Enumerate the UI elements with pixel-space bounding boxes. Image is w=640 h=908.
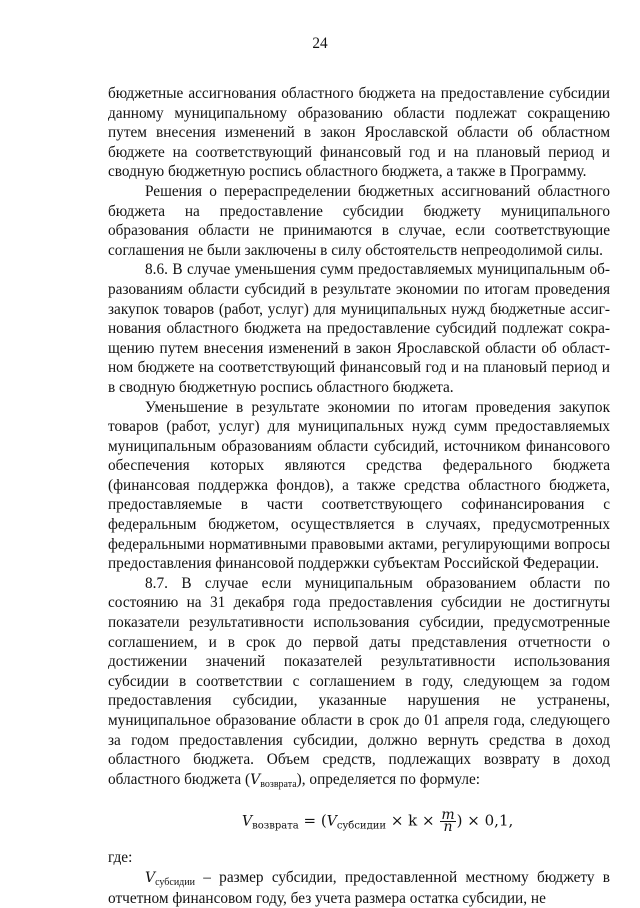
where-label: где:	[108, 849, 133, 867]
formula-times-k: × k ×	[386, 811, 440, 830]
v-return-sub: возврата	[260, 778, 297, 790]
formula-denominator: n	[443, 819, 453, 836]
formula-tail: ) × 0,1,	[456, 811, 514, 830]
document-body	[108, 84, 610, 908]
formula-eq: = (	[298, 811, 327, 830]
definition-sub: субсидии	[155, 876, 195, 888]
paragraph-8-7	[108, 574, 610, 791]
formula-lhs-sub: возврата	[252, 820, 299, 832]
formula	[108, 790, 610, 848]
formula-v-sub: субсидии	[336, 820, 387, 832]
formula-numerator: m	[441, 807, 455, 824]
definition-var: V	[145, 869, 156, 886]
definition-v-subsidy	[108, 868, 610, 908]
definition-text: – размер субсидии, предоставленной местному бюджету в отчетном финансовом году, без учета размера остатка субсидии, не	[108, 868, 610, 907]
formula-v: V	[326, 813, 337, 830]
paragraph-8-7-text: 8.7. В случае если муниципальным образованием области по состоянию на 31 декабря года предоставления субсидии не достигнуты показатели результативности использования субсидии, предусмотренные соглашением, и в срок до первой даты представления отчетности о достижении значений показателей результативности использования субсидии в соответствии с соглашением в году, следующем за годом предоставления субсидии, указанные нарушения не устранены, муниципальное образование области в срок до 01 апреля года, следующего за годом предоставления субсидии, должно вернуть средства в доход областного бюджета. Объем средств, подлежащих возврату в доход областного бюджета (	[108, 574, 610, 788]
paragraph-8-7-end: ), определяется по формуле:	[296, 770, 481, 788]
paragraph-continuation: бюджетные ассигнования областного бюджета на предоставление субсидии данному муниципальному образованию области подлежат сокращению путем внесения изменений в закон Ярославской области об областном бюджете на соответствующий финансовый год и на плановый период и сводную бюджетную роспись областного бюджета, а также в Программу.	[108, 85, 610, 181]
paragraph-savings: Уменьшение в результате экономии по итогам проведения закупок товаров (работ, услуг) для муниципальных нужд сумм предоставляемых муниципальным образованиям области субсидий, источником финансового обеспечения которых являются средства федерального бюджета (финансовая поддержка фондов), а также средства областного бюджета, предоставляемые в части соответствующего софинансирования с федеральным бюджетом, осуществляется в случаях, предусмотренных федеральными нормативными правовыми актами, регулирующими вопросы предоставления финансовой поддержки субъектам Российской Федерации.	[108, 398, 610, 573]
formula-fraction	[440, 807, 455, 836]
paragraph-redistribution: Решения о перераспределении бюджетных ассигнований областного бюджета на предоставление субсидии бюджету муниципального образования области не принимаются в случае, если соответствующие соглашения не были заключены в силу обстоятельств непреодолимой силы.	[108, 182, 610, 259]
page-number: 24	[312, 35, 328, 52]
v-return-var: V	[250, 771, 261, 788]
paragraph-8-6: 8.6. В случае уменьшения сумм предоставляемых муниципальным образованиям области субсидий в результате экономии по итогам проведения закупок товаров (работ, услуг) для муниципальных нужд бюджетные ассигнования областного бюджета на предоставление субсидий подлежат сокращению путем внесения изменений в закон Ярославской области об областном бюджете на соответствующий финансовый год и на плановый период и в сводную бюджетную роспись областного бюджета.	[108, 261, 610, 396]
formula-lhs: V	[242, 813, 253, 830]
